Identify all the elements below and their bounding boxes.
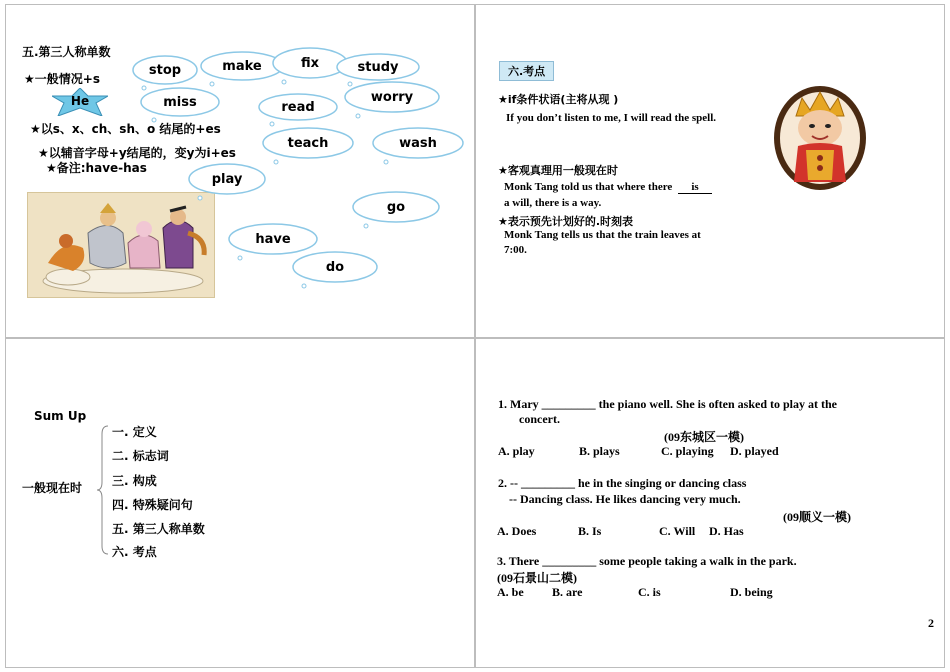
- word-miss: miss: [163, 94, 197, 110]
- sum-up-root: 一般现在时: [22, 481, 83, 495]
- rule-general: ★一般情况+s: [24, 72, 100, 86]
- truth-line2: a will, there is a way.: [504, 197, 602, 209]
- page-number: 2: [928, 616, 934, 630]
- timetable-line2: 7:00.: [504, 244, 527, 256]
- he-label: He: [70, 94, 90, 108]
- monkey-king-character-icon: [772, 84, 868, 192]
- q1-option-b: B. plays: [579, 444, 620, 458]
- word-go: go: [386, 199, 406, 215]
- q1-line1: 1. Mary _________ the piano well. She is often asked to play at the: [498, 397, 837, 411]
- word-read: read: [281, 99, 315, 115]
- q2-line2: -- Dancing class. He likes dancing very much.: [509, 492, 741, 506]
- he-star-badge: [52, 88, 108, 116]
- word-do: do: [325, 259, 345, 275]
- q1-source: (09东城区一模): [664, 430, 744, 444]
- word-fix: fix: [300, 55, 320, 71]
- sum-up-item-2: 二. 标志词: [112, 449, 169, 463]
- sum-up-title: Sum Up: [34, 409, 87, 423]
- sum-up-item-5: 五. 第三人称单数: [112, 522, 205, 536]
- cloud-study: [336, 52, 420, 82]
- if-clause-example: If you don’t listen to me, I will read the spell.: [506, 112, 717, 124]
- word-make: make: [222, 58, 262, 74]
- q1-option-a: A. play: [498, 444, 535, 458]
- rule-es: ★以s、x、ch、sh、o 结尾的+es: [30, 122, 221, 136]
- truth-heading: ★客观真理用一般现在时: [498, 164, 618, 177]
- timetable-line1: Monk Tang tells us that the train leaves at: [504, 229, 701, 241]
- q2-option-a: A. Does: [497, 524, 537, 538]
- truth-line1-text: Monk Tang told us that where there: [504, 181, 673, 193]
- q3-option-c: C. is: [638, 585, 661, 599]
- truth-line1: [504, 181, 712, 194]
- word-play: play: [211, 171, 243, 187]
- cloud-worry: [344, 80, 440, 114]
- q2-option-c: C. Will: [659, 524, 696, 538]
- word-wash: wash: [399, 135, 437, 151]
- sum-up-item-6: 六. 考点: [112, 545, 157, 559]
- cloud-miss: [140, 86, 220, 118]
- q3-option-a: A. be: [497, 585, 524, 599]
- timetable-heading: ★表示预先计划好的.时刻表: [498, 215, 634, 228]
- slide1-title: 五.第三人称单数: [22, 45, 111, 59]
- cloud-play: [188, 162, 266, 196]
- word-worry: worry: [370, 89, 414, 105]
- cloud-stop: [132, 54, 198, 86]
- sum-up-brace: [96, 424, 110, 556]
- exam-points-badge: 六.考点: [499, 61, 554, 81]
- truth-blank-answer: is: [678, 181, 712, 194]
- q1-option-c: C. playing: [661, 444, 714, 458]
- q2-option-d: D. Has: [709, 524, 744, 538]
- q3-option-d: D. being: [730, 585, 773, 599]
- cloud-teach: [262, 126, 354, 160]
- q2-option-b: B. Is: [578, 524, 602, 538]
- cloud-do: [292, 250, 378, 284]
- rule-y: ★以辅音字母+y结尾的，变y为i+es: [38, 146, 236, 160]
- word-have: have: [255, 231, 291, 247]
- sum-up-item-4: 四. 特殊疑问句: [112, 498, 193, 512]
- rule-note: ★备注:have-has: [46, 161, 147, 175]
- word-teach: teach: [287, 135, 329, 151]
- word-stop: stop: [148, 62, 182, 78]
- sum-up-item-1: 一. 定义: [112, 425, 157, 439]
- cloud-read: [258, 92, 338, 122]
- sum-up-item-3: 三. 构成: [112, 474, 157, 488]
- journey-illustration: [27, 192, 215, 298]
- q1-option-d: D. played: [730, 444, 779, 458]
- q3-source: (09石景山二模): [497, 571, 577, 585]
- word-study: study: [357, 59, 399, 75]
- if-clause-heading: ★if条件状语(主将从现 ): [498, 93, 619, 106]
- cloud-wash: [372, 126, 464, 160]
- cloud-go: [352, 190, 440, 224]
- q2-line1: 2. -- _________ he in the singing or dancing class: [498, 476, 747, 490]
- q1-line2: concert.: [519, 412, 560, 426]
- q2-source: (09顺义一模): [783, 510, 851, 524]
- q3-option-b: B. are: [552, 585, 583, 599]
- q3-line1: 3. There _________ some people taking a walk in the park.: [497, 554, 797, 568]
- slide-bottom-left: [5, 338, 475, 668]
